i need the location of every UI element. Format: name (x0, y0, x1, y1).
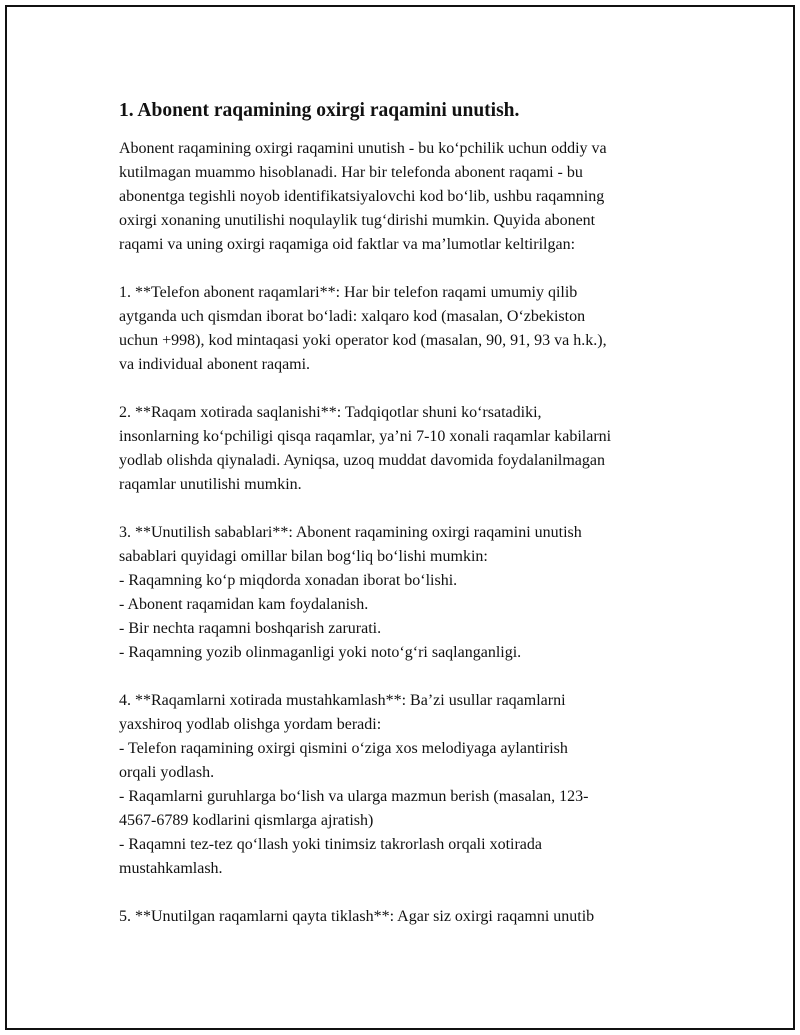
section-3-forgetting-reasons: 3. **Unutilish sabablari**: Abonent raqamining oxirgi raqamini unutish sabablari quyidagi omillar bilan bogʻliq boʻlishi mumkin: - Raqamning koʻp miqdorda xonadan iborat boʻlishi. - Abonent raqamidan kam foydalanish. - Bir nechta raqamni boshqarish zarurati. - Raqamning yozib olinmaganligi yoki notoʻgʻri saqlanganligi. (119, 524, 582, 661)
section-4-memory-strengthening: 4. **Raqamlarni xotirada mustahkamlash**: Baʼzi usullar raqamlarni yaxshiroq yodlab olishga yordam beradi: - Telefon raqamining oxirgi qismini oʻziga xos melodiyaga aylantirish orqali yodlash. - Raqamlarni guruhlarga boʻlish va ularga mazmun berish (masalan, 123- 4567-6789 kodlarini qismlarga ajratish) - Raqamni tez-tez qoʻllash yoki tinimsiz takrorlash orqali xotirada mustahkamlash. (119, 692, 589, 877)
intro-paragraph: Abonent raqamining oxirgi raqamini unutish - bu koʻpchilik uchun oddiy va kutilmagan muammo hisoblanadi. Har bir telefonda abonent raqami - bu abonentga tegishli noyob identifikatsiyalovchi kod boʻlib, ushbu raqamning oxirgi xonaning unutilishi noqulaylik tugʻdirishi mumkin. Quyida abonent raqami va uning oxirgi raqamiga oid faktlar va maʼlumotlar keltirilgan: (119, 140, 607, 253)
document-body (119, 99, 689, 929)
section-1-telephone-numbers: 1. **Telefon abonent raqamlari**: Har bir telefon raqami umumiy qilib aytganda uch qismdan iborat boʻladi: xalqaro kod (masalan, Oʻzbekiston uchun +998), kod mintaqasi yoki operator kod (masalan, 90, 91, 93 va h.k.), va individual abonent raqami. (119, 284, 607, 373)
section-2-memory-storage: 2. **Raqam xotirada saqlanishi**: Tadqiqotlar shuni koʻrsatadiki, insonlarning koʻpchiligi qisqa raqamlar, yaʼni 7-10 xonali raqamlar kabilarni yodlab olishda qiynaladi. Ayniqsa, uzoq muddat davomida foydalanilmagan raqamlar unutilishi mumkin. (119, 404, 612, 493)
section-5-recovery: 5. **Unutilgan raqamlarni qayta tiklash**: Agar siz oxirgi raqamni unutib (119, 908, 595, 925)
document-title: 1. Abonent raqamining oxirgi raqamini unutish. (119, 100, 520, 121)
page-frame (5, 5, 795, 1030)
